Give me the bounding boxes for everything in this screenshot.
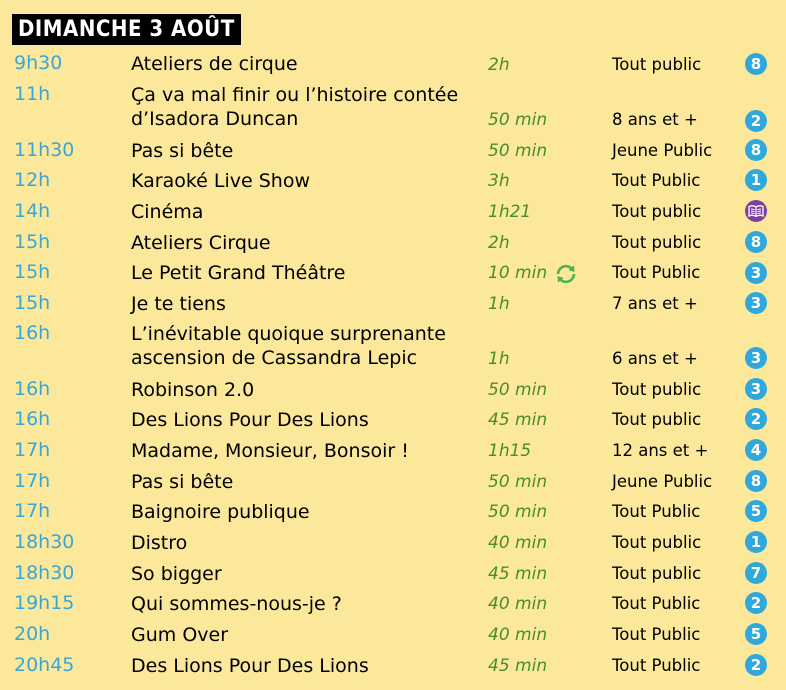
event-time: 15h: [14, 231, 51, 253]
event-time: 9h30: [14, 52, 63, 74]
venue-badge: 7: [745, 562, 767, 584]
event-audience: 12 ans et +: [612, 441, 709, 460]
venue-badge: 4: [745, 439, 767, 461]
event-audience: Tout Public: [612, 594, 701, 613]
event-duration: 1h21: [488, 202, 532, 222]
event-title: Cinéma: [131, 201, 204, 223]
book-icon: [745, 200, 767, 222]
venue-badge: 5: [745, 623, 767, 645]
event-time: 15h: [14, 292, 51, 314]
event-audience: Tout Public: [612, 263, 701, 282]
event-time: 17h: [14, 500, 51, 522]
event-title: L’inévitable quoique surprenante ascension de Cassandra Lepic: [131, 323, 446, 369]
event-audience: Tout public: [612, 202, 702, 221]
venue-badge: 8: [745, 470, 767, 492]
event-audience: 7 ans et +: [612, 294, 698, 313]
venue-badge: 8: [745, 139, 767, 161]
event-time: 12h: [14, 169, 51, 191]
event-duration: 1h: [488, 294, 510, 314]
event-duration: 40 min: [488, 625, 548, 645]
event-duration: 2h: [488, 233, 510, 253]
event-time: 18h30: [14, 562, 75, 584]
event-title: Ateliers Cirque: [131, 232, 271, 254]
event-duration: 10 min: [488, 263, 548, 283]
event-audience: Tout public: [612, 564, 702, 583]
event-title: Je te tiens: [131, 293, 226, 315]
venue-badge: 3: [745, 262, 767, 284]
event-duration: 1h: [488, 349, 510, 369]
event-audience: Jeune Public: [612, 141, 713, 160]
event-duration: 45 min: [488, 410, 548, 430]
event-duration: 2h: [488, 55, 510, 75]
event-time: 17h: [14, 470, 51, 492]
venue-badge: 3: [745, 292, 767, 314]
event-duration: 3h: [488, 171, 510, 191]
event-title: Des Lions Pour Des Lions: [131, 655, 369, 677]
event-title: Karaoké Live Show: [131, 170, 311, 192]
venue-badge: 2: [745, 110, 767, 132]
event-time: 11h30: [14, 139, 75, 161]
event-time: 16h: [14, 378, 51, 400]
event-audience: 8 ans et +: [612, 110, 698, 129]
event-audience: 6 ans et +: [612, 349, 698, 368]
venue-badge: 8: [745, 231, 767, 253]
event-duration: 50 min: [488, 502, 548, 522]
event-audience: Tout Public: [612, 502, 701, 521]
event-audience: Tout Public: [612, 625, 701, 644]
event-audience: Tout public: [612, 55, 702, 74]
event-title: Le Petit Grand Théâtre: [131, 262, 346, 284]
event-audience: Tout Public: [612, 656, 701, 675]
venue-badge: 1: [745, 531, 767, 553]
venue-badge: 2: [745, 654, 767, 676]
refresh-icon: [554, 262, 578, 290]
venue-badge: 1: [745, 169, 767, 191]
event-time: 11h: [14, 83, 51, 105]
event-time: 17h: [14, 439, 51, 461]
event-title: So bigger: [131, 563, 222, 585]
date-header: DIMANCHE 3 AOÛT: [12, 14, 241, 45]
event-duration: 40 min: [488, 594, 548, 614]
event-title: Baignoire publique: [131, 501, 310, 523]
event-title: Pas si bête: [131, 140, 234, 162]
event-time: 16h: [14, 322, 51, 344]
event-title: Qui sommes-nous-je ?: [131, 593, 342, 615]
event-time: 14h: [14, 200, 51, 222]
event-duration: 50 min: [488, 110, 548, 130]
event-audience: Tout public: [612, 380, 702, 399]
event-audience: Tout public: [612, 233, 702, 252]
event-duration: 45 min: [488, 656, 548, 676]
event-duration: 50 min: [488, 141, 548, 161]
event-duration: 50 min: [488, 472, 548, 492]
event-audience: Tout Public: [612, 171, 701, 190]
event-time: 15h: [14, 261, 51, 283]
venue-badge: 5: [745, 500, 767, 522]
event-title: Madame, Monsieur, Bonsoir !: [131, 440, 409, 462]
venue-badge: 3: [745, 378, 767, 400]
venue-badge: 8: [745, 53, 767, 75]
event-duration: 50 min: [488, 380, 548, 400]
event-title: Ça va mal finir ou l’histoire contée d’Isadora Duncan: [131, 84, 459, 130]
event-duration: 40 min: [488, 533, 548, 553]
venue-badge: 2: [745, 592, 767, 614]
event-time: 20h: [14, 623, 51, 645]
event-time: 19h15: [14, 592, 75, 614]
venue-badge: 2: [745, 408, 767, 430]
event-audience: Jeune Public: [612, 472, 713, 491]
event-title: Ateliers de cirque: [131, 53, 298, 75]
event-audience: Tout public: [612, 410, 702, 429]
event-time: 16h: [14, 408, 51, 430]
event-title: Distro: [131, 532, 188, 554]
event-title: Des Lions Pour Des Lions: [131, 409, 369, 431]
event-duration: 1h15: [488, 441, 532, 461]
event-duration: 45 min: [488, 564, 548, 584]
event-title: Gum Over: [131, 624, 229, 646]
event-audience: Tout public: [612, 533, 702, 552]
event-title: Pas si bête: [131, 471, 234, 493]
event-time: 20h45: [14, 654, 75, 676]
event-title: Robinson 2.0: [131, 379, 255, 401]
event-time: 18h30: [14, 531, 75, 553]
venue-badge: 3: [745, 347, 767, 369]
